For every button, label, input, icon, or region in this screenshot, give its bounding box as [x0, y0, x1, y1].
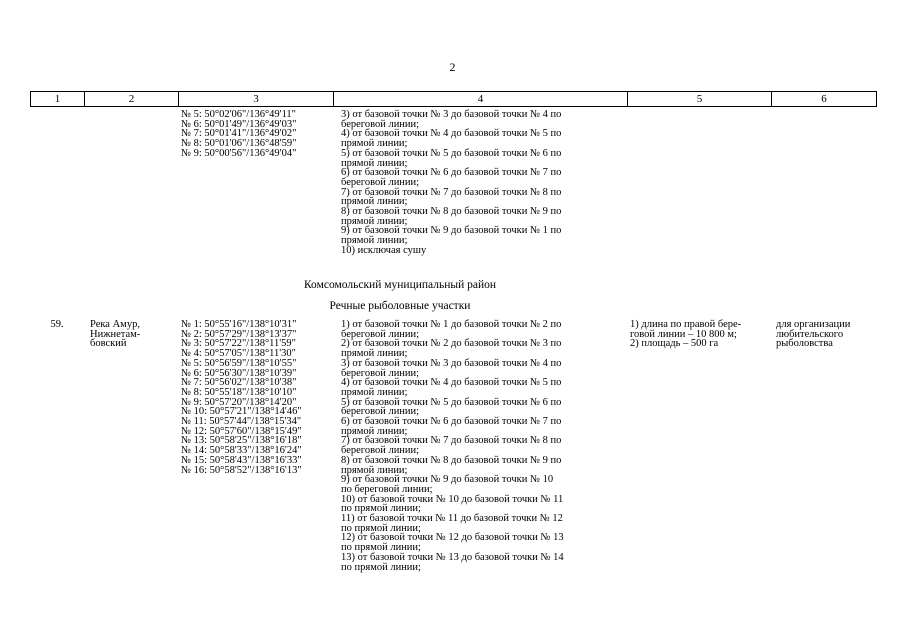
row-number: 59.: [50, 319, 64, 330]
column-number-4: 4: [334, 92, 628, 107]
coordinate-line: № 4: 50°57'05"/138°11'30": [181, 348, 296, 360]
boundary-line: 9) от базовой точки № 9 до базовой точки № 1 по: [341, 225, 562, 237]
header-row-table: [30, 91, 877, 107]
boundary-line: прямой линии;: [341, 386, 408, 398]
boundary-line: 5) от базовой точки № 5 до базовой точки № 6 по: [341, 147, 562, 159]
coordinate-line: № 3: 50°57'22"/138°11'59": [181, 338, 296, 350]
boundary-line: прямой линии;: [341, 348, 408, 360]
column-number-6: 6: [772, 92, 877, 107]
boundary-line: по прямой линии;: [341, 503, 421, 515]
boundary-line: 7) от базовой точки № 7 до базовой точки № 8 по: [341, 186, 562, 198]
boundary-line: 3) от базовой точки № 3 до базовой точки № 4 по: [341, 357, 562, 369]
boundary-line: 10) исключая сушу: [341, 244, 427, 256]
purpose-line: любительского: [776, 328, 844, 340]
continuation-coordinates: [181, 110, 296, 159]
coordinate-line: № 10: 50°57'21"/138°14'46": [181, 406, 302, 418]
base-point-coordinates: [181, 320, 302, 475]
boundary-line: прямой линии;: [341, 425, 408, 437]
coordinate-line: № 8: 50°01'06"/136°48'59": [181, 138, 297, 150]
coordinate-line: № 6: 50°01'49"/136°49'03": [181, 118, 297, 130]
boundary-line: береговой линии;: [341, 328, 420, 340]
boundary-line: прямой линии;: [341, 215, 408, 227]
coordinate-line: № 5: 50°02'06"/136°49'11": [181, 109, 296, 120]
coordinate-line: № 15: 50°58'43"/138°16'33": [181, 454, 302, 466]
boundary-line: по прямой линии;: [341, 561, 421, 573]
purpose-line: рыболовства: [776, 338, 833, 350]
boundary-line: прямой линии;: [341, 157, 408, 169]
column-number-1: 1: [31, 92, 85, 107]
boundary-line: прямой линии;: [341, 235, 408, 247]
purpose-description: [776, 320, 850, 349]
boundary-line: по береговой линии;: [341, 483, 433, 495]
boundary-line: прямой линии;: [341, 464, 408, 476]
boundary-line: 7) от базовой точки № 7 до базовой точки № 8 по: [341, 435, 562, 447]
area-line: 2) площадь – 500 га: [630, 338, 719, 350]
boundary-line: 11) от базовой точки № 11 до базовой точки № 12: [341, 513, 563, 525]
boundary-line: 4) от базовой точки № 4 до базовой точки № 5 по: [341, 128, 562, 140]
boundary-line: 12) от базовой точки № 12 до базовой точки № 13: [341, 532, 564, 544]
coordinate-line: № 5: 50°56'59"/138°10'55": [181, 357, 297, 369]
boundary-line: береговой линии;: [341, 406, 420, 418]
coordinate-line: № 9: 50°57'20"/138°14'20": [181, 396, 297, 408]
coordinate-line: № 16: 50°58'52"/138°16'13": [181, 464, 302, 476]
boundary-line: 8) от базовой точки № 8 до базовой точки № 9 по: [341, 206, 562, 218]
name-line: бовский: [90, 338, 127, 350]
district-heading: Комсомольский муниципальный район: [303, 279, 497, 291]
boundary-line: 6) от базовой точки № 6 до базовой точки № 7 по: [341, 167, 562, 179]
boundary-line: 13) от базовой точки № 13 до базовой точки № 14: [341, 551, 564, 563]
name-line: Река Амур,: [90, 319, 140, 330]
column-number-2: 2: [85, 92, 179, 107]
boundary-line: по прямой линии;: [341, 522, 421, 534]
boundary-line: береговой линии;: [341, 445, 420, 457]
coordinate-line: № 6: 50°56'30"/138°10'39": [181, 367, 297, 379]
boundary-description: [341, 320, 564, 572]
boundary-line: 2) от базовой точки № 2 до базовой точки № 3 по: [341, 338, 562, 350]
boundary-line: прямой линии;: [341, 196, 408, 208]
boundary-line: береговой линии;: [341, 118, 420, 130]
boundary-line: 5) от базовой точки № 5 до базовой точки № 6 по: [341, 396, 562, 408]
column-number-5: 5: [628, 92, 772, 107]
boundary-line: 6) от базовой точки № 6 до базовой точки № 7 по: [341, 416, 562, 428]
coordinate-line: № 14: 50°58'33"/138°16'24": [181, 445, 302, 457]
section-heading: Речные рыболовные участки: [329, 300, 471, 312]
coordinate-line: № 11: 50°57'44"/138°15'34": [181, 416, 302, 428]
page-number: 2: [449, 60, 456, 74]
coordinate-line: № 8: 50°55'18"/138°10'10": [181, 386, 297, 398]
area-description: [630, 320, 741, 349]
coordinate-line: № 7: 50°56'02"/138°10'38": [181, 377, 297, 389]
boundary-line: 10) от базовой точки № 10 до базовой точки № 11: [341, 493, 564, 505]
water-body-name: [90, 320, 140, 349]
coordinate-line: № 13: 50°58'25"/138°16'18": [181, 435, 302, 447]
column-number-row: [31, 92, 877, 107]
area-line: говой линии – 10 800 м;: [630, 328, 737, 340]
purpose-line: для организации: [776, 319, 851, 330]
boundary-line: по прямой линии;: [341, 542, 421, 554]
boundary-line: 9) от базовой точки № 9 до базовой точки № 10: [341, 474, 554, 486]
boundary-line: прямой линии;: [341, 138, 408, 150]
continuation-boundary-description: [341, 110, 561, 256]
name-line: Нижнетам-: [90, 328, 141, 340]
boundary-line: 3) от базовой точки № 3 до базовой точки № 4 по: [341, 109, 562, 120]
coordinate-line: № 9: 50°00'56"/136°49'04": [181, 147, 297, 159]
coordinate-line: № 2: 50°57'29"/138°13'37": [181, 328, 297, 340]
boundary-line: 4) от базовой точки № 4 до базовой точки № 5 по: [341, 377, 562, 389]
coordinate-line: № 12: 50°57'60"/138°15'49": [181, 425, 302, 437]
boundary-line: береговой линии;: [341, 367, 420, 379]
column-number-3: 3: [179, 92, 334, 107]
boundary-line: береговой линии;: [341, 176, 420, 188]
coordinate-line: № 1: 50°55'16"/138°10'31": [181, 319, 297, 330]
area-line: 1) длина по правой бере-: [630, 319, 742, 330]
boundary-line: 8) от базовой точки № 8 до базовой точки № 9 по: [341, 454, 562, 466]
coordinate-line: № 7: 50°01'41"/136°49'02": [181, 128, 297, 140]
boundary-line: 1) от базовой точки № 1 до базовой точки № 2 по: [341, 319, 562, 330]
